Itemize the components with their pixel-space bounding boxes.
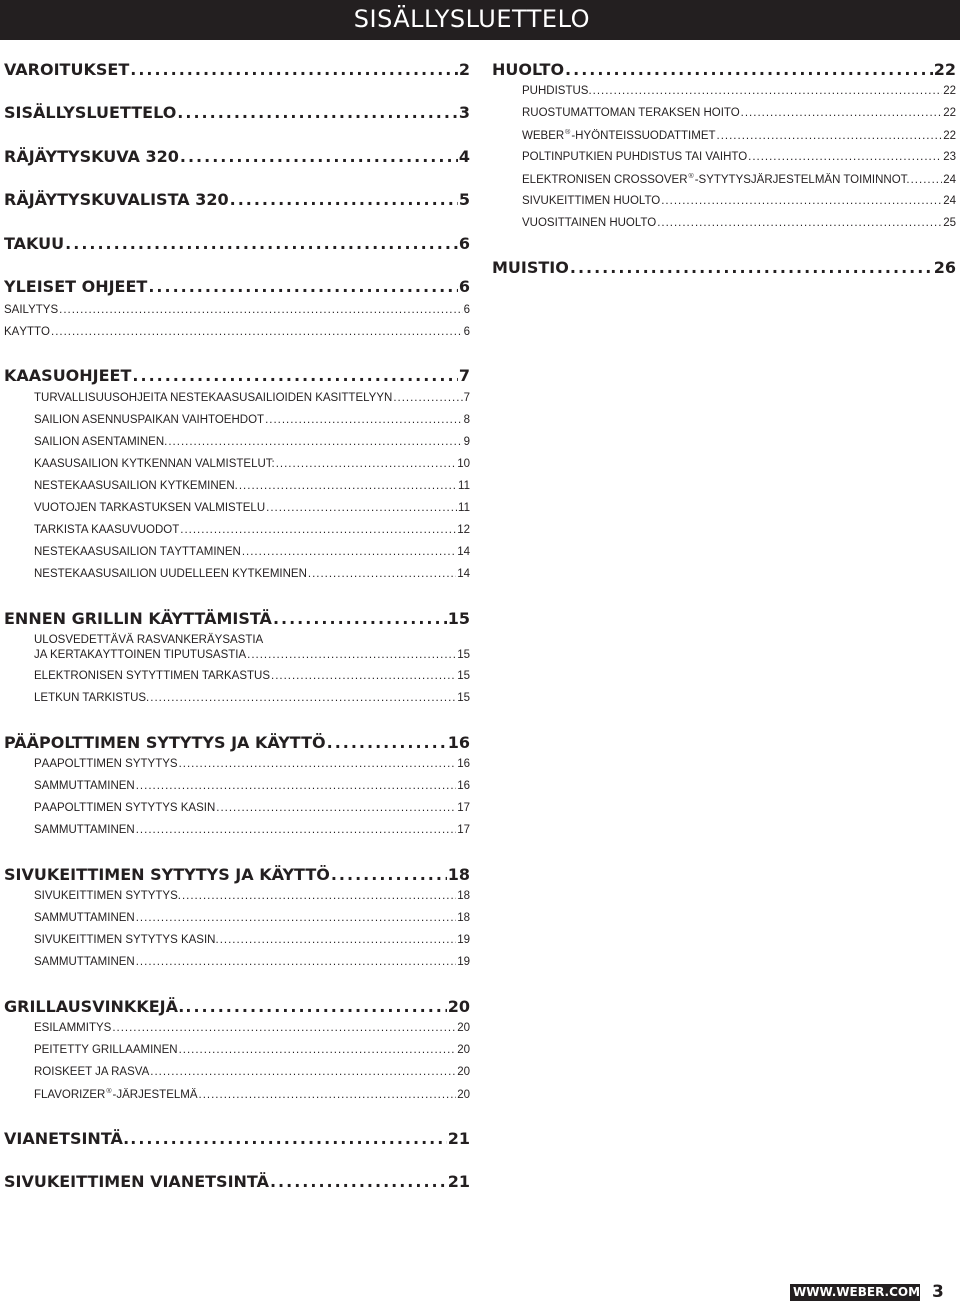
toc-entry-muistio[interactable]: MUISTIO ..... 26 [492,258,956,277]
toc-entry-ennen-grillin-kayttamista[interactable]: ENNEN GRILLIN KÄYTTÄMISTÄ ..... 15 [4,609,470,628]
toc-entry-takuu[interactable]: TAKUU ..... 6 [4,234,470,253]
toc-sub-entry[interactable]: SAMMUTTAMINEN ..... 19 [34,956,470,968]
toc-sub-entry[interactable]: NESTEKAASUSÄILIÖN UUDELLEEN KYTKEMINEN ..... 14 [34,568,470,580]
toc-sub-entry[interactable]: WEBER®-HYÖNTEISSUODATTIMET ..... 22 [522,129,956,142]
toc-sub-entry[interactable]: PUHDISTUS. ..... 22 [522,85,956,97]
toc-entry-paapolttimen-sytytys[interactable]: PÄÄPOLTTIMEN SYTYTYS JA KÄYTTÖ ..... 16 [4,733,470,752]
toc-sub-entry[interactable]: ELEKTRONISEN CROSSOVER®-SYTYTYSJÄRJESTELMÄN TOIMINNOT. ..... 24 [522,173,956,186]
toc-sub-entry[interactable]: SIVUKEITTIMEN SYTYTYS. ..... 18 [34,890,470,902]
toc-sub-entry[interactable]: KAASUSÄILIÖN KYTKENNÄN VALMISTELUT: ..... 10 [34,458,470,470]
toc-entry-rajaytyskuva[interactable]: RÄJÄYTYSKUVA 320 ..... 4 [4,147,470,166]
toc-sub-entry[interactable]: PEITETTY GRILLAAMINEN ..... 20 [34,1044,470,1056]
toc-sub-entry[interactable]: POLTINPUTKIEN PUHDISTUS TAI VAIHTO ..... 23 [522,151,956,163]
toc-sub-entry[interactable]: SIVUKEITTIMEN HUOLTO ..... 24 [522,195,956,207]
page-title: SISÄLLYSLUETTELO [353,5,590,33]
toc-sub-entry[interactable]: SAMMUTTAMINEN ..... 17 [34,824,470,836]
toc-sub-entry[interactable]: KÄYTTÖ ..... 6 [4,326,470,338]
toc-sub-entry[interactable]: PÄÄPOLTTIMEN SYTYTYS KÄSIN ..... 17 [34,802,470,814]
toc-sub-entry[interactable]: SÄILIÖN ASENTAMINEN. ..... 9 [34,436,470,448]
toc-sub-entry[interactable]: ROISKEET JA RASVA ..... 20 [34,1066,470,1078]
toc-sub-entry[interactable]: RUOSTUMATTOMAN TERÄKSEN HOITO ..... 22 [522,107,956,119]
toc-entry-vianetsinta[interactable]: VIANETSINTÄ. ..... 21 [4,1129,470,1148]
toc-entry-sisallysluettelo[interactable]: SISÄLLYSLUETTELO ..... 3 [4,103,470,122]
toc-sub-entry[interactable]: NESTEKAASUSÄILIÖN KYTKEMINEN. ..... 11 [34,480,470,492]
toc-sub-entry[interactable]: JA KERTAKÄYTTÖINEN TIPUTUSASTIA ..... 15 [34,649,470,661]
toc-sub-entry[interactable]: VUOTOJEN TARKASTUKSEN VALMISTELU ..... 11 [34,502,470,514]
page-number: 3 [932,1282,944,1302]
toc-entry-rajaytyskuvalista[interactable]: RÄJÄYTYSKUVALISTA 320 ..... 5 [4,190,470,209]
toc-sub-entry[interactable]: NESTEKAASUSÄILIÖN TÄYTTÄMINEN ..... 14 [34,546,470,558]
toc-sub-entry[interactable]: SÄILYTYS ..... 6 [4,304,470,316]
footer-url[interactable]: WWW.WEBER.COM® [793,1285,929,1299]
toc-entry-sivukeittimen-vianetsinta[interactable]: SIVUKEITTIMEN VIANETSINTÄ ..... 21 [4,1172,470,1191]
toc-entry-grillausvinkkeja[interactable]: GRILLAUSVINKKEJÄ. ..... 20 [4,997,470,1016]
toc-sub-entry[interactable]: ESILÄMMITYS ..... 20 [34,1022,470,1034]
toc-entry-varoitukset[interactable]: VAROITUKSET ..... 2 [4,60,470,79]
toc-entry-sivukeittimen-sytytys[interactable]: SIVUKEITTIMEN SYTYTYS JA KÄYTTÖ ..... 18 [4,865,470,884]
toc-sub-entry[interactable]: ELEKTRONISEN SYTYTTIMEN TARKASTUS ..... 15 [34,670,470,682]
toc-sub-entry[interactable]: LETKUN TARKISTUS. ..... 15 [34,692,470,704]
toc-sub-entry[interactable]: SIVUKEITTIMEN SYTYTYS KÄSIN. ..... 19 [34,934,470,946]
toc-entry-huolto[interactable]: HUOLTO ..... 22 [492,60,956,79]
toc-entry-kaasuohjeet[interactable]: KAASUOHJEET ..... 7 [4,366,470,385]
toc-sub-entry[interactable]: FLAVORIZER®-JÄRJESTELMÄ ..... 20 [34,1088,470,1101]
toc-sub-entry[interactable]: PÄÄPOLTTIMEN SYTYTYS ..... 16 [34,758,470,770]
toc-entry-yleiset-ohjeet[interactable]: YLEISET OHJEET ..... 6 [4,277,470,296]
toc-sub-entry[interactable]: SÄILIÖN ASENNUSPAIKAN VAIHTOEHDOT ..... 8 [34,414,470,426]
toc-sub-entry[interactable]: SAMMUTTAMINEN ..... 16 [34,780,470,792]
toc-sub-entry[interactable]: SAMMUTTAMINEN ..... 18 [34,912,470,924]
toc-sub-entry[interactable]: VUOSITTAINEN HUOLTO ..... 25 [522,217,956,229]
toc-sub-entry[interactable]: TARKISTA KAASUVUODOT ..... 12 [34,524,470,536]
toc-sub-entry[interactable]: TURVALLISUUSOHJEITA NESTEKAASUSÄILIÖIDEN KÄSITTELYYN ..... 7 [34,392,470,404]
